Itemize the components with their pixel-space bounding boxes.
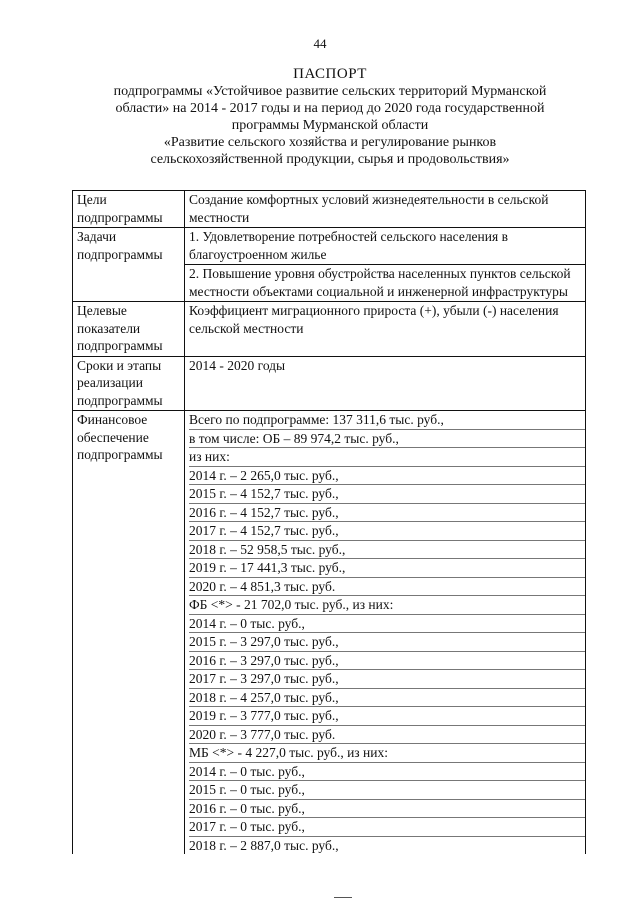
finance-line: 2014 г. – 2 265,0 тыс. руб., [189, 467, 585, 486]
page-bottom-mark [334, 897, 352, 898]
finance-line: 2018 г. – 2 887,0 тыс. руб., [189, 837, 339, 853]
table-row-tasks-1 [73, 228, 586, 265]
row-label-terms: Сроки и этапы реализации подпрограммы [73, 356, 185, 411]
finance-line: 2020 г. – 4 851,3 тыс. руб. [189, 578, 585, 597]
finance-line: 2019 г. – 3 777,0 тыс. руб., [189, 707, 585, 726]
row-value-terms: 2014 - 2020 годы [185, 356, 586, 411]
row-value-finance [185, 411, 586, 855]
finance-line: 2015 г. – 4 152,7 тыс. руб., [189, 485, 585, 504]
row-label-indicators: Целевые показатели подпрограммы [73, 302, 185, 357]
finance-line: Всего по подпрограмме: 137 311,6 тыс. руб., [189, 411, 585, 430]
row-value-goals: Создание комфортных условий жизнедеятельности в сельской местности [185, 191, 586, 228]
finance-line: 2017 г. – 4 152,7 тыс. руб., [189, 522, 585, 541]
finance-line: ФБ <*> - 21 702,0 тыс. руб., из них: [189, 596, 585, 615]
table-row-indicators [73, 302, 586, 357]
finance-line: 2014 г. – 0 тыс. руб., [189, 763, 585, 782]
finance-line: 2017 г. – 3 297,0 тыс. руб., [189, 670, 585, 689]
document-title: ПАСПОРТ [293, 66, 367, 82]
passport-table [72, 190, 586, 854]
row-label-finance: Финансовое обеспечение подпрограммы [73, 411, 185, 855]
finance-line: 2019 г. – 17 441,3 тыс. руб., [189, 559, 585, 578]
finance-line: 2020 г. – 3 777,0 тыс. руб. [189, 726, 585, 745]
document-heading [70, 66, 590, 168]
heading-line: «Развитие сельского хозяйства и регулирование рынков [163, 135, 497, 150]
finance-line: 2017 г. – 0 тыс. руб., [189, 818, 585, 837]
heading-line: области» на 2014 - 2017 годы и на период до 2020 года государственной [115, 101, 545, 116]
finance-line: МБ <*> - 4 227,0 тыс. руб., из них: [189, 744, 585, 763]
task-item-1: 1. Удовлетворение потребностей сельского населения в благоустроенном жилье [185, 228, 586, 265]
finance-line: 2018 г. – 4 257,0 тыс. руб., [189, 689, 585, 708]
finance-line: 2014 г. – 0 тыс. руб., [189, 615, 585, 634]
finance-line: 2016 г. – 4 152,7 тыс. руб., [189, 504, 585, 523]
heading-line: программы Мурманской области [231, 118, 429, 133]
finance-line: 2015 г. – 0 тыс. руб., [189, 781, 585, 800]
row-label-tasks: Задачи подпрограммы [73, 228, 185, 302]
table-row-terms [73, 356, 586, 411]
page-number: 44 [313, 36, 327, 51]
row-label-goals: Цели подпрограммы [73, 191, 185, 228]
task-item-2: 2. Повышение уровня обустройства населенных пунктов сельской местности объектами социальной и инженерной инфраструктуры [185, 265, 586, 302]
finance-line: 2016 г. – 3 297,0 тыс. руб., [189, 652, 585, 671]
heading-line: сельскохозяйственной продукции, сырья и продовольствия» [150, 152, 510, 167]
table-row-finance [73, 411, 586, 855]
table-row-goals [73, 191, 586, 228]
finance-line: 2015 г. – 3 297,0 тыс. руб., [189, 633, 585, 652]
finance-line: из них: [189, 448, 585, 467]
finance-line: 2016 г. – 0 тыс. руб., [189, 800, 585, 819]
finance-line: в том числе: ОБ – 89 974,2 тыс. руб., [189, 430, 585, 449]
row-value-indicators: Коэффициент миграционного прироста (+), убыли (-) населения сельской местности [185, 302, 586, 357]
finance-line: 2018 г. – 52 958,5 тыс. руб., [189, 541, 585, 560]
heading-line: подпрограммы «Устойчивое развитие сельских территорий Мурманской [113, 84, 547, 99]
